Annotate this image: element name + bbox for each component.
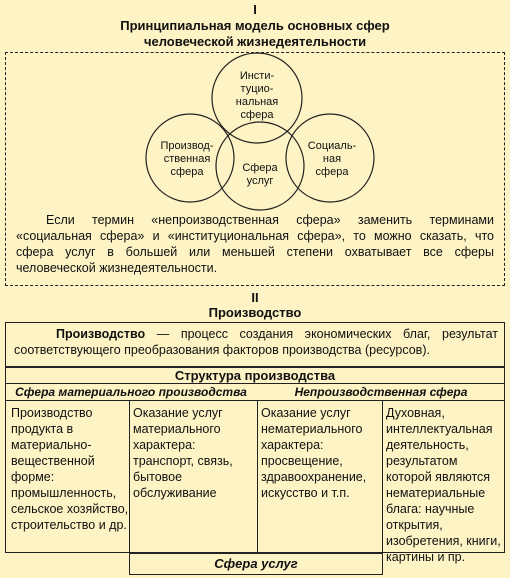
structure-title-divider [5, 383, 505, 384]
services-sphere-label: Сфера услуг [214, 556, 298, 571]
section-1-title-line1: Принципиальная модель основных сфер [120, 18, 390, 33]
definition-text [14, 326, 498, 358]
column-material-services: Оказание услуг материального характера: транспорт, связь, бытовое обслуживание [133, 406, 233, 500]
section-1-numeral: I [253, 2, 257, 17]
nonproduction-sphere-label: Непроизводственная сфера [294, 385, 468, 399]
circle-label-institutional: Инсти- туцио- нальная сфера [235, 70, 279, 121]
column-nonmaterial-services: Оказание услуг нематериального характера: просвещение, здравоохранение, искусство и т.п. [261, 406, 367, 500]
circle-label-social: Социаль- ная сфера [307, 140, 357, 178]
column-spiritual-activity: Духовная, интеллектуальная деятельность, результатом которой являются нематериальные блага: научные открытия, изобретения, книги, картины и пр. [386, 406, 501, 564]
structure-title: Структура производства [174, 368, 336, 383]
column-divider-3 [382, 400, 383, 553]
material-sphere-label: Сфера материального производства [15, 385, 247, 399]
column-material-production: Производство продукта в материально-вещественной форме: промышленность, сельское хозяйство, строительство и др. [11, 406, 129, 532]
circle-label-services: Сфера услуг [242, 162, 278, 187]
definition-body: — процесс создания экономических благ, результат соответствующего преобразования факторов производства (ресурсов). [14, 327, 498, 357]
section-2-numeral: II [251, 290, 259, 305]
section-2-title: Производство [208, 305, 302, 320]
definition-term: Производство [56, 327, 146, 341]
circle-label-production: Производ- ственная сфера [160, 140, 214, 178]
section-1-title-line2: человеческой жизнедеятельности [143, 34, 367, 49]
section-1-explanation: Если термин «непроизводственная сфера» заменить терминами «социальная сфера» и «институциональная сфера», то можно сказать, что сфера услуг в большей или меньшей степени охватывает все сферы человеческой жизнедеятельности. [16, 213, 494, 275]
column-divider-2 [257, 400, 258, 553]
